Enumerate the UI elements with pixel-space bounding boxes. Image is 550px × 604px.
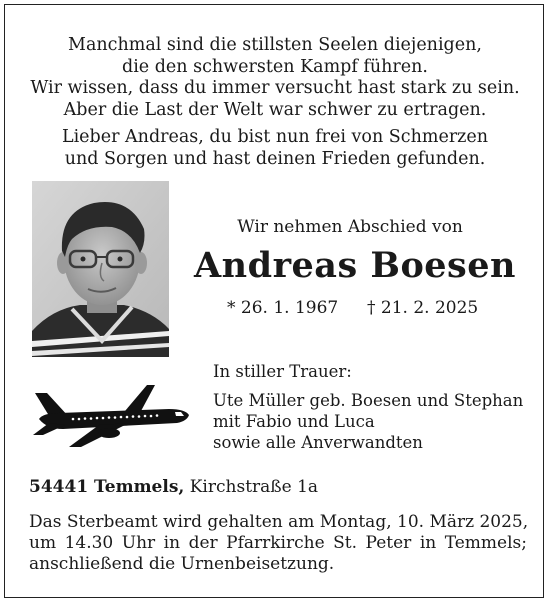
deceased-name: Andreas Boesen xyxy=(194,245,516,286)
address-city: 54441 Temmels, xyxy=(29,477,185,497)
poem-stanza-1 xyxy=(5,35,545,121)
poem-line: Wir wissen, dass du immer versucht hast stark zu sein. xyxy=(30,78,520,98)
address xyxy=(29,477,318,497)
poem-line: Lieber Andreas, du bist nun frei von Schmerzen xyxy=(61,127,489,147)
mourner-line: sowie alle Anverwandten xyxy=(213,433,423,452)
mourners-list xyxy=(213,390,523,453)
address-street: Kirchstraße 1a xyxy=(189,477,319,497)
portrait-photo xyxy=(32,181,169,357)
poem-stanza-2 xyxy=(5,127,545,170)
mourning-label: In stiller Trauer: xyxy=(213,362,352,381)
mourner-line: mit Fabio und Luca xyxy=(213,412,375,431)
obituary-notice xyxy=(4,4,544,598)
airplane-icon xyxy=(29,379,191,449)
death-date: † 21. 2. 2025 xyxy=(367,298,479,318)
poem-line: Aber die Last der Welt war schwer zu ertragen. xyxy=(63,99,487,120)
birth-date: * 26. 1. 1967 xyxy=(227,298,339,318)
poem-line: und Sorgen und hast deinen Frieden gefunden. xyxy=(64,148,486,169)
poem-line: die den schwersten Kampf führen. xyxy=(122,56,428,77)
service-details xyxy=(29,512,527,575)
farewell-intro: Wir nehmen Abschied von xyxy=(237,217,463,237)
service-line: um 14.30 Uhr in der Pfarrkirche St. Peter in Temmels; xyxy=(29,533,527,553)
poem-line: Manchmal sind die stillsten Seelen diejenigen, xyxy=(68,35,482,55)
service-line: anschließend die Urnenbeisetzung. xyxy=(29,554,335,574)
mourner-line: Ute Müller geb. Boesen und Stephan xyxy=(213,391,524,410)
service-line: Das Sterbeamt wird gehalten am Montag, 10. März 2025, xyxy=(29,512,529,532)
